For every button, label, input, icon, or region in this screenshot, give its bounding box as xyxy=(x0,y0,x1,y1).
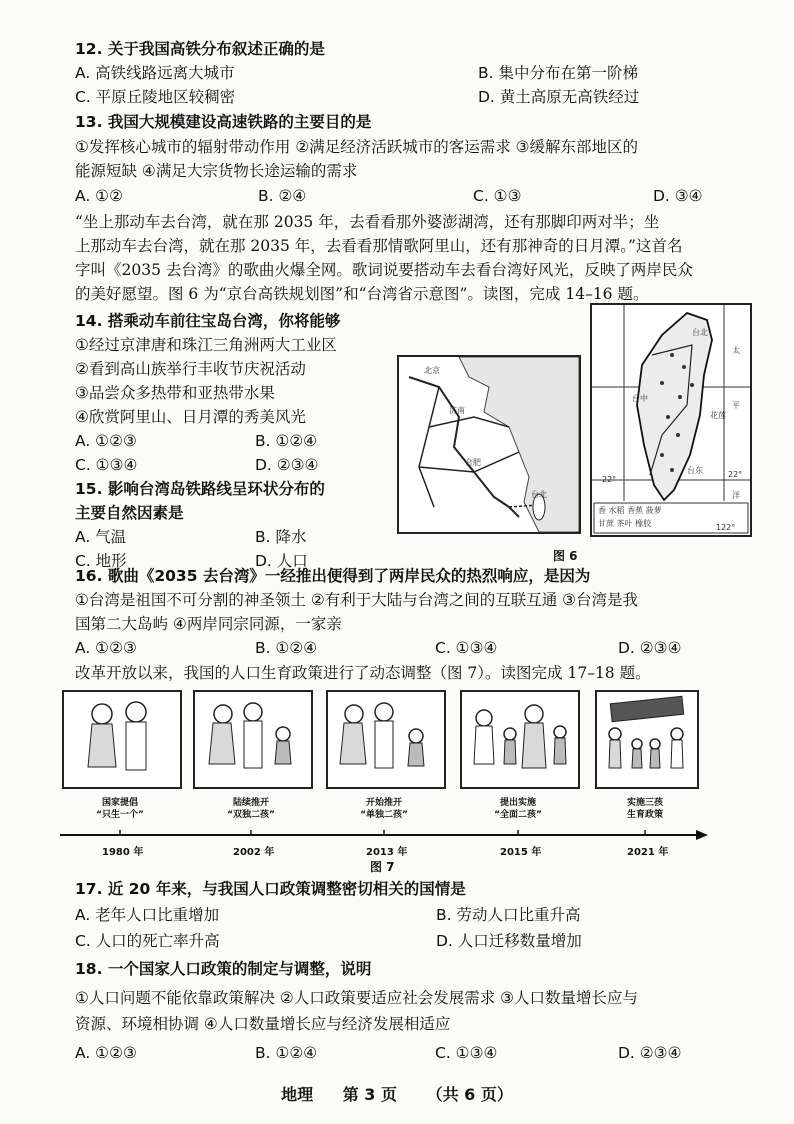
q18-option-a[interactable]: A. ①②③ xyxy=(75,1044,137,1062)
fig7-label-2021-line1: 实施三孩 xyxy=(626,798,663,808)
q14-option-b[interactable]: B. ①②④ xyxy=(255,432,318,450)
q15-option-a[interactable]: A. 气温 xyxy=(75,528,127,546)
fig7-label-2021-line2: 生育政策 xyxy=(626,810,663,820)
taiwan-map-drawing xyxy=(592,305,750,535)
label-beijing: 北京 xyxy=(424,366,440,375)
fig7-label-2013-line2: “单独二孩” xyxy=(360,810,408,820)
legend-line2: 甘蔗 茶叶 橡胶 xyxy=(598,519,652,528)
q14-option-d[interactable]: D. ②③④ xyxy=(255,456,319,474)
fig7-caption: 图 7 xyxy=(370,860,395,874)
q17-option-d[interactable]: D. 人口迁移数量增加 xyxy=(436,932,582,950)
label-hualian: 花莲 xyxy=(710,411,726,420)
fig7-label-2002-line2: “双独二孩” xyxy=(227,810,275,820)
fig7-panel-2015 xyxy=(460,690,580,789)
fig7-label-2021 xyxy=(595,797,695,821)
hsr-map-drawing xyxy=(399,357,579,532)
fig7-label-2013-line1: 开始推开 xyxy=(365,798,402,808)
q18-stem: 18. 一个国家人口政策的制定与调整，说明 xyxy=(75,960,372,978)
q16-stem: 16. 歌曲《2035 去台湾》一经推出便得到了两岸民众的热烈响应，是因为 xyxy=(75,567,591,585)
fig7-year-1980: 1980 年 xyxy=(102,847,144,858)
fig7-label-2015 xyxy=(460,797,576,821)
footer-total: （共 6 页） xyxy=(426,1085,513,1104)
q12-option-c[interactable]: C. 平原丘陵地区较稠密 xyxy=(75,88,236,106)
label-lat-22-right: 22° xyxy=(728,470,743,479)
q18-option-c[interactable]: C. ①③④ xyxy=(435,1044,498,1062)
q16-choices-line1: ①台湾是祖国不可分割的神圣领土 ②有利于大陆与台湾之间的互联互通 ③台湾是我 xyxy=(75,591,639,609)
q13-choices-line2: 能源短缺 ④满足大宗货物长途运输的需求 xyxy=(75,162,358,180)
q14-choice-3: ③品尝众多热带和亚热带水果 xyxy=(75,384,275,402)
family-one-child-illustration xyxy=(64,692,180,787)
q13-option-d[interactable]: D. ③④ xyxy=(653,187,703,205)
fig7-label-2002 xyxy=(193,797,309,821)
label-taizhong: 台中 xyxy=(632,394,648,403)
q14-stem: 14. 搭乘动车前往宝岛台湾，你将能够 xyxy=(75,312,341,330)
q15-option-d[interactable]: D. 人口 xyxy=(255,552,308,570)
q16-option-d[interactable]: D. ②③④ xyxy=(618,639,682,657)
q14-choice-1: ①经过京津唐和珠江三角洲两大工业区 xyxy=(75,336,337,354)
q18-choices-line1: ①人口问题不能依靠政策解决 ②人口政策要适应社会发展需求 ③人口数量增长应与 xyxy=(75,989,639,1007)
q16-option-b[interactable]: B. ①②④ xyxy=(255,639,318,657)
q16-option-a[interactable]: A. ①②③ xyxy=(75,639,137,657)
q17-option-b[interactable]: B. 劳动人口比重升高 xyxy=(436,906,581,924)
q13-option-a[interactable]: A. ①② xyxy=(75,187,123,205)
q12-option-b[interactable]: B. 集中分布在第一阶梯 xyxy=(478,64,638,82)
q15-stem-line2: 主要自然因素是 xyxy=(75,504,184,522)
q17-stem: 17. 近 20 年来，与我国人口政策调整密切相关的国情是 xyxy=(75,880,466,898)
label-jinan: 济南 xyxy=(449,406,465,415)
footer-subject: 地理 xyxy=(281,1085,314,1104)
q13-stem: 13. 我国大规模建设高速铁路的主要目的是 xyxy=(75,113,372,131)
label-hefei: 合肥 xyxy=(465,458,481,467)
q18-option-d[interactable]: D. ②③④ xyxy=(618,1044,682,1062)
legend-line1: 香 水稻 香蕉 菠萝 xyxy=(598,506,662,515)
label-lon-122: 122° xyxy=(716,523,736,532)
q18-choices-line2: 资源、环境相协调 ④人口数量增长应与经济发展相适应 xyxy=(75,1015,451,1033)
q14-choice-4: ④欣赏阿里山、日月潭的秀美风光 xyxy=(75,408,306,426)
q16-option-c[interactable]: C. ①③④ xyxy=(435,639,498,657)
label-taibei: 台北 xyxy=(692,328,708,337)
q14-option-a[interactable]: A. ①②③ xyxy=(75,432,137,450)
fig7-panel-2002 xyxy=(193,690,313,789)
fig6-caption: 图 6 xyxy=(553,549,578,563)
fig7-label-1980 xyxy=(62,797,178,821)
q12-option-a[interactable]: A. 高铁线路远离大城市 xyxy=(75,64,235,82)
intro14-line4: 的美好愿望。图 6 为“京台高铁规划图”和“台湾省示意图”。读图，完成 14–16 题。 xyxy=(75,285,649,303)
fig7-label-2013 xyxy=(326,797,442,821)
fig7-year-2015: 2015 年 xyxy=(500,847,542,858)
q17-option-a[interactable]: A. 老年人口比重增加 xyxy=(75,906,220,924)
fig7-label-1980-line2: “只生一个” xyxy=(96,810,144,820)
label-yang: 洋 xyxy=(732,491,740,500)
family-universal-two-child-illustration xyxy=(462,692,578,787)
q12-stem: 12. 关于我国高铁分布叙述正确的是 xyxy=(75,40,325,58)
label-taidong: 台东 xyxy=(687,466,703,475)
family-two-child-illustration xyxy=(195,692,311,787)
q13-option-b[interactable]: B. ②④ xyxy=(258,187,307,205)
fig7-panel-1980 xyxy=(62,690,182,789)
fig7-year-2002: 2002 年 xyxy=(233,847,275,858)
intro14-line2: 上那动车去台湾，就在那 2035 年，去看看那情歌阿里山，还有那神奇的日月潭。”这首名 xyxy=(75,237,683,255)
fig7-label-2015-line2: “全面二孩” xyxy=(494,810,542,820)
q15-option-b[interactable]: B. 降水 xyxy=(255,528,307,546)
fig7-label-1980-line1: 国家提倡 xyxy=(101,798,138,808)
label-ping: 平 xyxy=(732,401,740,410)
label-taibei-left: 台北 xyxy=(531,490,547,499)
q13-choices-line1: ①发挥核心城市的辐射带动作用 ②满足经济活跃城市的客运需求 ③缓解东部地区的 xyxy=(75,138,639,156)
intro14-line3: 字叫《2035 去台湾》的歌曲火爆全网。歌词说要搭动车去看台湾好风光，反映了两岸民众 xyxy=(75,261,693,279)
label-lat-22-left: 22° xyxy=(602,475,617,484)
q15-stem-line1: 15. 影响台湾岛铁路线呈环状分布的 xyxy=(75,480,325,498)
q18-option-b[interactable]: B. ①②④ xyxy=(255,1044,318,1062)
q16-choices-line2: 国第二大岛屿 ④两岸同宗同源，一家亲 xyxy=(75,615,342,633)
q12-option-d[interactable]: D. 黄土高原无高铁经过 xyxy=(478,88,640,106)
fig7-label-2015-line1: 提出实施 xyxy=(499,798,536,808)
fig7-panel-2013 xyxy=(326,690,446,789)
page-footer xyxy=(0,1082,794,1105)
q15-option-c[interactable]: C. 地形 xyxy=(75,552,127,570)
q14-option-c[interactable]: C. ①③④ xyxy=(75,456,138,474)
intro14-line1: “坐上那动车去台湾，就在那 2035 年，去看看那外婆澎湖湾，还有那脚印两对半；坐 xyxy=(75,213,660,231)
label-tai: 太 xyxy=(732,346,740,355)
fig7-year-2021: 2021 年 xyxy=(627,847,669,858)
fig7-year-2013: 2013 年 xyxy=(366,847,408,858)
q13-option-c[interactable]: C. ①③ xyxy=(473,187,522,205)
footer-page: 第 3 页 xyxy=(342,1085,397,1104)
fig7-label-2002-line1: 陆续推开 xyxy=(232,798,269,808)
fig6-hsr-map xyxy=(397,355,581,534)
q17-option-c[interactable]: C. 人口的死亡率升高 xyxy=(75,932,220,950)
fig7-timeline-axis xyxy=(60,828,710,842)
family-single-two-child-illustration xyxy=(328,692,444,787)
fig6-taiwan-map xyxy=(590,303,752,537)
intro17: 改革开放以来，我国的人口生育政策进行了动态调整（图 7）。读图完成 17–18 题。 xyxy=(75,664,651,682)
family-three-child-illustration xyxy=(597,692,697,787)
q14-choice-2: ②看到高山族举行丰收节庆祝活动 xyxy=(75,360,306,378)
fig7-panel-2021 xyxy=(595,690,699,789)
